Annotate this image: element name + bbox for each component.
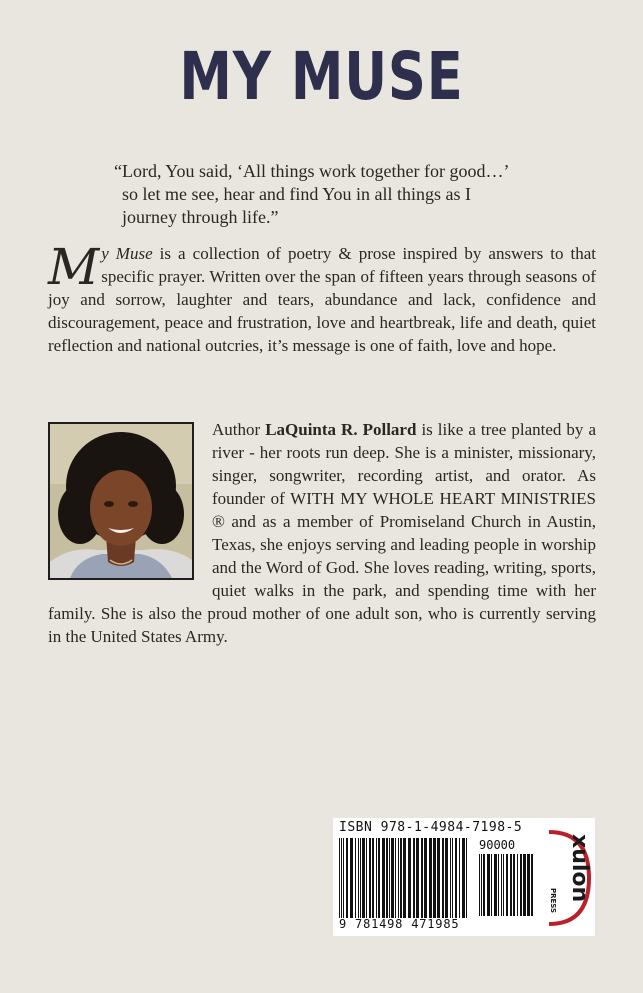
barcode-bar — [450, 838, 451, 918]
barcode-bar — [369, 838, 371, 918]
barcode-bar — [355, 838, 356, 918]
book-title: MY MUSE — [179, 38, 464, 115]
barcode-bar — [462, 838, 465, 918]
price-barcode — [479, 854, 535, 916]
barcode-bar — [433, 838, 436, 918]
barcode-bar — [360, 838, 361, 918]
barcode-bar — [416, 838, 419, 918]
publisher-name: xulon — [567, 834, 592, 903]
author-portrait-illustration — [50, 424, 192, 578]
barcode-bar — [424, 838, 427, 918]
description-text: is a collection of poetry & prose inspired by answers to that specific prayer. Written over the span of fifteen years through seasons of joy and sorrow, laughter and tears, abundance and lack, confidence and discouragement, peace and frustration, love and heartbreak, life and death, quiet reflection and national outcries, it’s message is one of faith, love and hope. — [48, 244, 596, 355]
barcode-bar — [378, 838, 380, 918]
barcode-bar — [459, 838, 460, 918]
barcode-bar — [382, 838, 385, 918]
barcode-bar — [429, 838, 432, 918]
barcode-bar — [372, 838, 374, 918]
barcode-bar — [403, 838, 406, 918]
barcode-bar — [501, 854, 502, 916]
barcode-bar — [517, 854, 518, 916]
barcode-bar — [483, 854, 485, 916]
xulon-press-logo — [543, 824, 593, 932]
author-photo — [48, 422, 194, 580]
barcode-bar — [395, 838, 396, 918]
barcode-bar — [341, 838, 342, 918]
barcode-bar — [366, 838, 367, 918]
barcode-bar — [408, 838, 411, 918]
drop-cap: M — [48, 238, 100, 296]
barcode-panel — [333, 818, 595, 936]
barcode-bar — [479, 854, 480, 916]
isbn-barcode — [339, 838, 469, 918]
barcode-bar — [398, 838, 399, 918]
barcode-bar — [350, 838, 353, 918]
barcode-bar — [494, 854, 497, 916]
barcode-bar — [358, 838, 359, 918]
quote-line-1: “Lord, You said, ‘All things work together for good…’ — [114, 161, 510, 181]
book-description — [48, 238, 596, 357]
barcode-bar — [481, 854, 482, 916]
isbn-label: ISBN 978-1-4984-7198-5 — [339, 820, 523, 835]
barcode-bar — [506, 854, 508, 916]
barcode-bar — [362, 838, 365, 918]
price-code: 90000 — [479, 838, 516, 852]
barcode-bar — [386, 838, 388, 918]
barcode-bar — [452, 838, 453, 918]
barcode-bar — [520, 854, 522, 916]
author-name: LaQuinta R. Pollard — [265, 420, 417, 439]
barcode-bar — [487, 854, 490, 916]
barcode-bar — [389, 838, 390, 918]
barcode-bar — [498, 854, 499, 916]
barcode-bar — [400, 838, 402, 918]
publisher-sub: PRESS — [549, 888, 557, 914]
barcode-bar — [523, 854, 526, 916]
barcode-bar — [343, 838, 344, 918]
barcode-bar — [491, 854, 492, 916]
barcode-bar — [413, 838, 415, 918]
book-title-italic: y Muse — [101, 244, 153, 263]
author-bio-text: is like a tree planted by a river - her roots run deep. She is a minister, missionary, singer, songwriter, recording artist, and orator. As founder of WITH MY WHOLE HEART MINISTRIES ® and as a member of Promiseland Church in Austin, Texas, she enjoys serving and leading people in worship and the Word of God. She loves reading, writing, sports, quiet walks in the park, and spending time with her family. She is also the proud mother of one adult son, who is currently serving in the United States Army. — [48, 420, 596, 646]
barcode-bar — [531, 854, 533, 916]
author-prefix: Author — [212, 420, 266, 439]
barcode-bar — [513, 854, 515, 916]
author-bio — [48, 418, 596, 648]
quote-line-2: so let me see, hear and find You in all things as I — [122, 184, 471, 204]
barcode-bar — [455, 838, 457, 918]
barcode-bar — [376, 838, 377, 918]
isbn-digits: 9 781498 471985 — [339, 917, 460, 931]
barcode-bar — [339, 838, 340, 918]
barcode-bar — [527, 854, 530, 916]
barcode-bar — [391, 838, 394, 918]
barcode-bar — [445, 838, 448, 918]
quote-line-3: journey through life.” — [122, 207, 279, 227]
barcode-bar — [346, 838, 348, 918]
barcode-bar — [466, 838, 467, 918]
barcode-bar — [421, 838, 423, 918]
barcode-bar — [510, 854, 512, 916]
barcode-bar — [442, 838, 444, 918]
barcode-bar — [503, 854, 504, 916]
prayer-quote — [114, 160, 534, 229]
barcode-bar — [437, 838, 440, 918]
